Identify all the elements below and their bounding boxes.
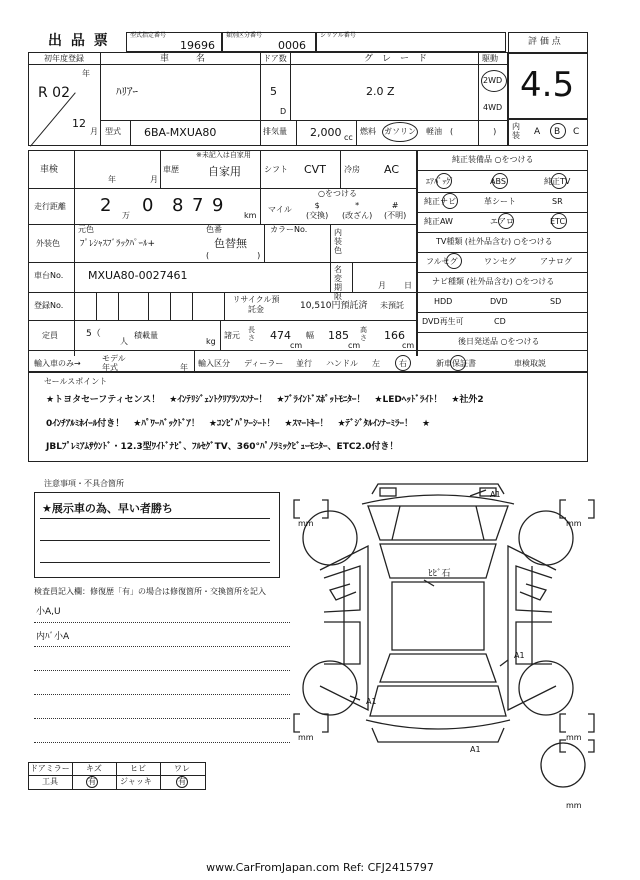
first-reg-label: 初年度登録 (44, 54, 84, 63)
navi-dvdplay: DVD再生可 (422, 317, 464, 326)
doors-label: ドア数 (263, 54, 287, 63)
grade-label: グ レ ー ド (364, 54, 428, 64)
mileage-d4: 7 (192, 195, 204, 216)
ac-label: 冷房 (344, 165, 360, 174)
inspection-label: 車検 (40, 165, 59, 175)
year-unit: 年 (82, 69, 90, 78)
handle-right: 右 (399, 359, 407, 368)
mileage-mile: マイル (268, 205, 292, 214)
equip-etc: ETC (550, 217, 566, 226)
capacity-label: 定員 (42, 331, 58, 340)
note-1: 小A,U (36, 607, 61, 617)
footer-watermark: www.CarFromJapan.com Ref: CFJ2415797 (206, 861, 434, 874)
navi-dvd: DVD (490, 297, 508, 306)
interior-c: C (573, 127, 580, 137)
tv-one: ワンセグ (484, 257, 516, 266)
mm-rl: mm (298, 733, 314, 742)
sales-line-3: JBLﾌﾟﾚﾐｱﾑｻｳﾝﾄﾞ・12.3型ﾜｲﾄﾞﾅﾋﾞ、ﾌﾙｾｸﾞTV、360°ﾊﾟﾉﾗﾐｯｸﾋﾞｭｰﾓﾆﾀｰ、ETC2.0付き！ (46, 442, 399, 452)
usage-note: ※未記入は自家用 (196, 151, 251, 159)
capacity-unit: 人 (120, 337, 128, 346)
equip-navi: 純正ナビ (424, 197, 456, 206)
fuel-other: ( ) (450, 127, 497, 136)
first-reg-month: 12 (72, 117, 86, 130)
interior-a: A (534, 127, 541, 137)
equip-tv: 純正TV (544, 177, 571, 186)
mm-fl: mm (298, 519, 314, 528)
wheel-rear-left (303, 661, 357, 715)
navi-hdd: HDD (434, 297, 453, 306)
damage-hibi: ﾋﾋﾞ石 (428, 569, 451, 579)
equip-aw: 純正AW (424, 217, 453, 226)
name-change-m: 月 (378, 281, 386, 290)
vehicle-type: 6BA-MXUA80 (144, 126, 217, 139)
navi-sd: SD (550, 297, 562, 306)
interior-label: 内装 (512, 122, 520, 140)
serial-label: シリアル番号 (320, 32, 356, 39)
inspection-month: 月 (150, 175, 158, 184)
notes-line-1: ★展示車の為、早い者勝ち (42, 502, 173, 515)
equip-abs: ABS (490, 177, 506, 186)
load-unit: kg (206, 337, 216, 346)
tv-full: フルセグ (426, 257, 458, 266)
first-reg-year: R 02 (38, 85, 70, 101)
length-cm: cm (290, 341, 303, 350)
class-label: 類別区分番号 (226, 32, 263, 39)
damage-a1-rear: A1 (470, 745, 481, 754)
damage-a1-front: A1 (490, 490, 501, 499)
mm-rr: mm (566, 733, 582, 742)
mileage-man: 万 (122, 211, 130, 220)
doors: 5 (270, 85, 277, 98)
mileage-d5: 9 (212, 195, 224, 216)
length: 474 (270, 329, 291, 342)
recycle-label: リサイクル預託金 (232, 295, 280, 314)
wheel-rear-right (519, 661, 573, 715)
legend-crack: ヒビ (130, 764, 146, 773)
sales-label: セールスポイント (44, 377, 108, 386)
load-label: 積載量 (134, 331, 158, 340)
shift: CVT (304, 163, 326, 176)
ac: AC (384, 163, 400, 176)
mileage-options-label: ○をつける (318, 189, 357, 198)
tv-analog: アナログ (540, 257, 572, 266)
type-label: 型式 (105, 127, 121, 136)
displacement-label: 排気量 (263, 127, 287, 136)
equip-sr: SR (552, 197, 563, 206)
score-label: 評 価 点 (528, 37, 561, 47)
notes-label: 注意事項・不具合箇所 (44, 479, 124, 488)
fuel-gas: ガソリン (384, 127, 416, 136)
drive-label: 駆動 (482, 54, 498, 63)
color-orig-label: 元色 (78, 225, 94, 234)
height: 166 (384, 329, 405, 342)
car-name-label: 車 名 (160, 54, 206, 64)
handle-left: 左 (372, 359, 380, 368)
month-unit: 月 (90, 127, 98, 136)
chassis: MXUA80-0027461 (88, 269, 188, 282)
model-year-unit: 年 (180, 363, 188, 372)
spare-wheel (541, 743, 585, 787)
usage: 自家用 (208, 165, 241, 178)
score-value: 4.5 (520, 65, 575, 105)
color-label: 外装色 (36, 239, 60, 248)
height-cm: cm (402, 341, 415, 350)
chassis-label: 車台No. (34, 271, 64, 280)
note-2: 内ﾊﾞ小A (36, 632, 70, 642)
equip-leather: 革シート (484, 197, 516, 206)
handle-label: ハンドル (326, 359, 358, 368)
displacement: 2,000 (310, 126, 342, 139)
reg-label: 登録No. (34, 301, 64, 310)
model-spec-value: 19696 (180, 39, 215, 52)
legend-jack-yes: 有 (178, 777, 186, 786)
interior-color-label: 内装色 (334, 228, 342, 255)
recycle-status: 未預託 (380, 301, 404, 310)
name-change-label: 名変期限 (334, 265, 342, 301)
legend-door-mirror: ドアミラー (30, 764, 70, 773)
grade: 2.0 Z (366, 85, 395, 98)
width-cm: cm (348, 341, 361, 350)
equip-aero: エアロ (490, 217, 514, 226)
color-name: ﾌﾟﾚｼｬｽﾌﾞﾗｯｸﾊﾟｰﾙ+ (80, 239, 156, 249)
name-change-d: 日 (404, 281, 412, 290)
shift-label: シフト (264, 165, 288, 174)
parallel: 並行 (296, 359, 312, 368)
recycle-value: 10,510円預託済 (300, 301, 368, 311)
mileage-label: 走行距離 (34, 202, 66, 211)
mileage-unit: km (244, 211, 257, 220)
len-label: 長さ (248, 326, 255, 342)
opt-unknown: # (不明) (384, 201, 407, 220)
drive-2wd: 2WD (483, 76, 503, 85)
tv-label: TV種類 (社外品含む) ○をつける (436, 237, 553, 246)
wheel-front-right (519, 511, 573, 565)
opt-tamper: * (改ざん) (342, 201, 373, 220)
door-d: D (280, 107, 287, 116)
color-change: 色替無 (214, 237, 247, 250)
dealer: ディーラー (244, 359, 284, 368)
mm-fr: mm (566, 519, 582, 528)
import-label: 輸入車のみ→ (34, 359, 81, 368)
fuel-label: 燃料 (360, 127, 376, 136)
mileage-d1: 2 (100, 195, 112, 216)
inspection-year: 年 (108, 175, 116, 184)
color-paren: ( ) (206, 251, 261, 260)
opt-swap: $ (交換) (306, 201, 329, 220)
legend-tools: 工具 (42, 777, 58, 786)
sales-line-1: ★トヨタセーフティセンス！ ★ｲﾝﾃﾘｼﾞｪﾝﾄｸﾘｱﾗﾝｽｿﾅｰ！ ★ﾌﾞﾗｲﾝﾄﾞｽﾎﾟｯﾄﾓﾆﾀｰ！ ★LEDﾍｯﾄﾞﾗｲﾄ！ ★社外2 (46, 395, 484, 405)
mileage-d2: 0 (142, 195, 154, 216)
legend-scratch: キズ (86, 764, 102, 773)
interior-b: B (554, 127, 561, 137)
mileage-d3: 8 (172, 195, 184, 216)
usage-label: 車歴 (163, 165, 179, 174)
displacement-unit: cc (344, 133, 353, 142)
damage-a1-left: A1 (366, 697, 377, 706)
navi-cd: CD (494, 317, 506, 326)
damage-a1-right: A1 (514, 651, 525, 660)
width: 185 (328, 329, 349, 342)
car-name: ﾊﾘｱｰ (116, 85, 138, 98)
legend-jack: ジャッキ (120, 777, 152, 786)
hei-label: 高さ (360, 326, 367, 342)
wid-label: 幅 (306, 331, 314, 340)
size-label: 諸元 (224, 331, 240, 340)
model-spec-label: 型式指定番号 (130, 32, 167, 39)
drive-4wd: 4WD (483, 103, 503, 112)
mm-spare: mm (566, 801, 582, 810)
later-label: 後日発送品 ○をつける (458, 337, 540, 346)
legend-tools-yes: 有 (88, 777, 96, 786)
model-year-label: モデル年式 (102, 354, 126, 372)
equip-airbag: ｴｱﾊﾞｯｸﾞ (426, 177, 454, 186)
later-warranty: 新車保証書 (436, 359, 476, 368)
color-num-label: 色番 (206, 225, 222, 234)
sales-line-2: 0ｲﾝﾁｱﾙﾐﾎｲｰﾙ付き！ ★ﾊﾟﾜｰﾊﾞｯｸﾄﾞｱ！ ★ｺﾝﾋﾞﾊﾟﾜｰｼｰﾄ！ ★ｽﾏｰﾄｷｰ！ ★ﾃﾞｼﾞﾀﾙｲﾝﾅｰﾐﾗｰ！ ★ (46, 419, 431, 429)
legend-break: ワレ (174, 764, 190, 773)
fuel-diesel: 軽油 (426, 127, 442, 136)
genuine-label: 純正装備品 ○をつける (452, 155, 534, 164)
later-manual: 車検取説 (514, 359, 546, 368)
inspector-label: 検査員記入欄：修復歴「有」の場合は修復箇所・交換箇所を記入 (34, 587, 266, 596)
capacity: 5（ (86, 329, 101, 339)
sheet-title: 出 品 票 (48, 33, 110, 49)
color-no-label: カラーNo. (270, 225, 308, 234)
navi-label: ナビ種類 (社外品含む) ○をつける (432, 277, 555, 286)
import-cat-label: 輸入区分 (198, 359, 230, 368)
class-value: 0006 (278, 39, 306, 52)
